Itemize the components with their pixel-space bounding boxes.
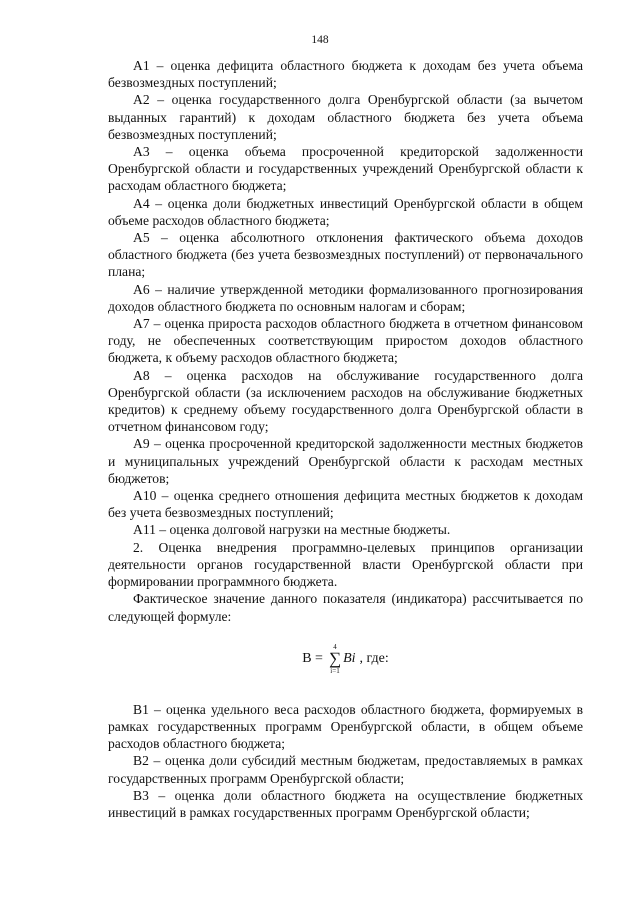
document-body xyxy=(108,57,583,821)
formula xyxy=(108,633,583,685)
formula-tail: , где: xyxy=(359,651,389,667)
paragraph-section-2: 2. Оценка внедрения программно-целевых принципов организации деятельности органов государственной власти Оренбургской области при формировании программного бюджета. xyxy=(108,539,583,590)
paragraph-a2: А2 – оценка государственного долга Оренбургской области (за вычетом выданных гарантий) к доходам областного бюджета без учета объема безвозмездных поступлений; xyxy=(108,92,583,142)
formula-term: Bi xyxy=(343,651,356,667)
paragraph-b3: В3 – оценка доли областного бюджета на осуществление бюджетных инвестиций в рамках государственных программ Оренбургской области; xyxy=(108,787,583,820)
paragraph-a7: А7 – оценка прироста расходов областного бюджета в отчетном финансовом году, не обеспеченных соответствующим приростом доходов областного бюджета, к объему расходов областного бюджета; xyxy=(108,316,583,366)
page-number: 148 xyxy=(311,34,329,46)
sigma-symbol: ∑ xyxy=(328,648,342,668)
paragraph-a6: А6 – наличие утвержденной методики формализованного прогнозирования доходов областного бюджета по основным налогам и сборам; xyxy=(108,281,583,314)
summation-lower-limit: i=1 xyxy=(330,666,340,675)
paragraph-a1: А1 – оценка дефицита областного бюджета к доходам без учета объема безвозмездных поступлений; xyxy=(108,58,583,91)
paragraph-a11: А11 – оценка долговой нагрузки на местные бюджеты. xyxy=(133,522,451,538)
paragraph-a4: А4 – оценка доли бюджетных инвестиций Оренбургской области в общем объеме расходов областного бюджета; xyxy=(108,195,583,228)
paragraph-a9: А9 – оценка просроченной кредиторской задолженности местных бюджетов и муниципальных учреждений Оренбургской области к расходам местных бюджетов; xyxy=(108,436,583,486)
paragraph-a3: А3 – оценка объема просроченной кредиторской задолженности Оренбургской области и государственных учреждений Оренбургской области к расходам областного бюджета; xyxy=(108,144,583,194)
paragraph-a8: А8 – оценка расходов на обслуживание государственного долга Оренбургской области (за исключением расходов на обслуживание бюджетных кредитов) к среднему объему государственного долга Оренбургской области в отчетном финансовом году; xyxy=(108,367,583,435)
paragraph-formula-intro: Фактическое значение данного показателя (индикатора) рассчитывается по следующей формуле: xyxy=(108,591,583,624)
paragraph-a5: А5 – оценка абсолютного отклонения фактического объема доходов областного бюджета (без учета безвозмездных поступлений) от первоначального плана; xyxy=(108,230,583,280)
paragraph-b2: В2 – оценка доли субсидий местным бюджетам, предоставляемых в рамках государственных программ Оренбургской области; xyxy=(108,753,583,786)
formula-lhs: B = xyxy=(302,651,323,667)
paragraph-b1: В1 – оценка удельного веса расходов областного бюджета, формируемых в рамках государственных программ Оренбургской области, в общем объеме расходов областного бюджета; xyxy=(108,701,583,752)
paragraph-a10: А10 – оценка среднего отношения дефицита местных бюджетов к доходам без учета безвозмездных поступлений; xyxy=(108,488,583,521)
summation-upper-limit: 4 xyxy=(333,642,337,651)
summation xyxy=(329,643,341,675)
